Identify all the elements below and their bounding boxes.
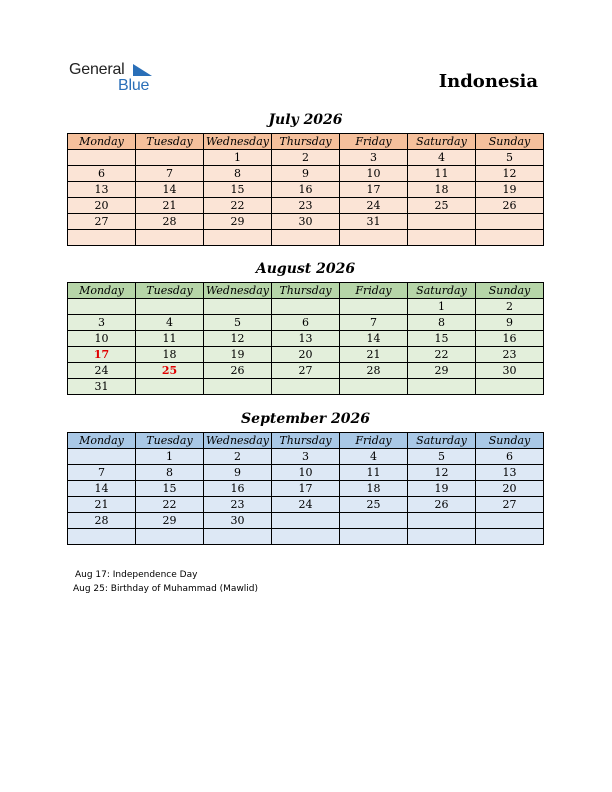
empty-day-cell <box>476 214 544 230</box>
weekday-header: Sunday <box>476 283 544 299</box>
day-cell: 25 <box>408 198 476 214</box>
empty-day-cell <box>68 230 136 246</box>
empty-day-cell <box>68 299 136 315</box>
empty-day-cell <box>136 299 204 315</box>
weekday-header: Saturday <box>408 283 476 299</box>
day-cell: 29 <box>408 363 476 379</box>
day-cell: 22 <box>408 347 476 363</box>
weekday-header: Monday <box>68 433 136 449</box>
empty-day-cell <box>476 529 544 545</box>
empty-day-cell <box>340 513 408 529</box>
day-cell: 5 <box>476 150 544 166</box>
day-cell: 17 <box>272 481 340 497</box>
day-cell: 2 <box>204 449 272 465</box>
empty-day-cell <box>68 150 136 166</box>
empty-day-cell <box>408 214 476 230</box>
empty-day-cell <box>340 529 408 545</box>
day-cell: 2 <box>272 150 340 166</box>
week-row <box>68 331 544 347</box>
empty-day-cell <box>340 379 408 395</box>
day-cell: 20 <box>272 347 340 363</box>
day-cell: 6 <box>476 449 544 465</box>
calendar-july <box>67 133 544 246</box>
weekday-header: Tuesday <box>136 134 204 150</box>
day-cell: 21 <box>340 347 408 363</box>
day-cell: 28 <box>136 214 204 230</box>
week-row <box>68 299 544 315</box>
holiday-notes <box>75 568 258 596</box>
empty-day-cell <box>272 230 340 246</box>
week-row <box>68 529 544 545</box>
day-cell: 21 <box>136 198 204 214</box>
empty-day-cell <box>204 529 272 545</box>
day-cell: 15 <box>204 182 272 198</box>
day-cell: 19 <box>204 347 272 363</box>
day-cell: 29 <box>204 214 272 230</box>
empty-day-cell <box>272 529 340 545</box>
day-cell: 31 <box>340 214 408 230</box>
day-cell: 20 <box>476 481 544 497</box>
weekday-header: Thursday <box>272 283 340 299</box>
week-row <box>68 182 544 198</box>
day-cell: 3 <box>272 449 340 465</box>
empty-day-cell <box>68 529 136 545</box>
empty-day-cell <box>476 379 544 395</box>
week-row <box>68 150 544 166</box>
empty-day-cell <box>136 379 204 395</box>
month-title-august: August 2026 <box>255 261 356 277</box>
weekday-header-row <box>68 283 544 299</box>
day-cell: 26 <box>204 363 272 379</box>
day-cell: 19 <box>408 481 476 497</box>
weekday-header: Monday <box>68 134 136 150</box>
day-cell: 4 <box>408 150 476 166</box>
brand-triangle-icon <box>133 64 153 78</box>
weekday-header: Tuesday <box>136 283 204 299</box>
day-cell: 26 <box>476 198 544 214</box>
day-cell: 18 <box>136 347 204 363</box>
week-row <box>68 497 544 513</box>
weekday-header-row <box>68 433 544 449</box>
day-cell: 5 <box>204 315 272 331</box>
day-cell: 11 <box>408 166 476 182</box>
day-cell: 23 <box>272 198 340 214</box>
day-cell: 10 <box>340 166 408 182</box>
brand-name-general: General <box>69 61 125 78</box>
day-cell: 28 <box>68 513 136 529</box>
weekday-header: Wednesday <box>204 134 272 150</box>
holiday-note: Aug 17: Independence Day <box>75 570 198 580</box>
country-title: Indonesia <box>438 71 538 92</box>
day-cell: 25 <box>340 497 408 513</box>
day-cell: 30 <box>204 513 272 529</box>
day-cell: 24 <box>272 497 340 513</box>
weekday-header: Friday <box>340 283 408 299</box>
empty-day-cell <box>476 230 544 246</box>
day-cell: 15 <box>408 331 476 347</box>
day-cell: 24 <box>68 363 136 379</box>
empty-day-cell <box>136 529 204 545</box>
day-cell: 12 <box>476 166 544 182</box>
week-row <box>68 449 544 465</box>
calendar-august <box>67 282 544 395</box>
day-cell: 4 <box>340 449 408 465</box>
day-cell: 12 <box>408 465 476 481</box>
day-cell: 13 <box>272 331 340 347</box>
day-cell: 9 <box>476 315 544 331</box>
week-row <box>68 315 544 331</box>
day-cell: 5 <box>408 449 476 465</box>
day-cell: 16 <box>476 331 544 347</box>
empty-day-cell <box>408 529 476 545</box>
day-cell: 9 <box>272 166 340 182</box>
brand-name-blue: Blue <box>118 77 150 94</box>
empty-day-cell <box>408 513 476 529</box>
day-cell: 1 <box>408 299 476 315</box>
empty-day-cell <box>340 230 408 246</box>
day-cell: 16 <box>204 481 272 497</box>
week-row <box>68 230 544 246</box>
brand-logo <box>69 61 159 95</box>
weekday-header: Saturday <box>408 134 476 150</box>
day-cell: 13 <box>476 465 544 481</box>
empty-day-cell <box>204 299 272 315</box>
day-cell: 1 <box>204 150 272 166</box>
day-cell: 12 <box>204 331 272 347</box>
empty-day-cell <box>136 230 204 246</box>
day-cell: 1 <box>136 449 204 465</box>
day-cell: 18 <box>408 182 476 198</box>
week-row <box>68 481 544 497</box>
empty-day-cell <box>340 299 408 315</box>
day-cell: 3 <box>340 150 408 166</box>
day-cell: 23 <box>204 497 272 513</box>
day-cell: 28 <box>340 363 408 379</box>
day-cell: 14 <box>136 182 204 198</box>
week-row <box>68 198 544 214</box>
week-row <box>68 363 544 379</box>
day-cell: 22 <box>204 198 272 214</box>
day-cell: 6 <box>272 315 340 331</box>
day-cell: 13 <box>68 182 136 198</box>
day-cell: 31 <box>68 379 136 395</box>
day-cell: 15 <box>136 481 204 497</box>
day-cell: 7 <box>136 166 204 182</box>
day-cell: 8 <box>408 315 476 331</box>
day-cell: 7 <box>340 315 408 331</box>
day-cell: 27 <box>272 363 340 379</box>
day-cell: 22 <box>136 497 204 513</box>
day-cell: 16 <box>272 182 340 198</box>
empty-day-cell <box>68 449 136 465</box>
empty-day-cell <box>476 513 544 529</box>
weekday-header: Sunday <box>476 134 544 150</box>
day-cell: 19 <box>476 182 544 198</box>
weekday-header: Saturday <box>408 433 476 449</box>
day-cell: 4 <box>136 315 204 331</box>
week-row <box>68 347 544 363</box>
week-row <box>68 513 544 529</box>
day-cell: 17 <box>340 182 408 198</box>
empty-day-cell <box>272 299 340 315</box>
day-cell: 7 <box>68 465 136 481</box>
day-cell: 11 <box>136 331 204 347</box>
day-cell: 30 <box>272 214 340 230</box>
month-title-july: July 2026 <box>268 112 343 128</box>
day-cell: 11 <box>340 465 408 481</box>
weekday-header: Wednesday <box>204 433 272 449</box>
month-title-september: September 2026 <box>241 411 370 427</box>
day-cell: 18 <box>340 481 408 497</box>
empty-day-cell <box>408 230 476 246</box>
empty-day-cell <box>272 513 340 529</box>
empty-day-cell <box>272 379 340 395</box>
empty-day-cell <box>136 150 204 166</box>
weekday-header: Monday <box>68 283 136 299</box>
empty-day-cell <box>204 230 272 246</box>
weekday-header: Wednesday <box>204 283 272 299</box>
weekday-header: Thursday <box>272 433 340 449</box>
weekday-header: Thursday <box>272 134 340 150</box>
holiday-day-cell: 25 <box>136 363 204 379</box>
day-cell: 27 <box>476 497 544 513</box>
week-row <box>68 465 544 481</box>
day-cell: 10 <box>68 331 136 347</box>
day-cell: 14 <box>68 481 136 497</box>
holiday-day-cell: 17 <box>68 347 136 363</box>
day-cell: 8 <box>204 166 272 182</box>
day-cell: 21 <box>68 497 136 513</box>
day-cell: 3 <box>68 315 136 331</box>
weekday-header: Friday <box>340 433 408 449</box>
weekday-header: Tuesday <box>136 433 204 449</box>
week-row <box>68 214 544 230</box>
day-cell: 9 <box>204 465 272 481</box>
holiday-note: Aug 25: Birthday of Muhammad (Mawlid) <box>73 584 259 594</box>
weekday-header: Friday <box>340 134 408 150</box>
day-cell: 20 <box>68 198 136 214</box>
day-cell: 23 <box>476 347 544 363</box>
weekday-header: Sunday <box>476 433 544 449</box>
day-cell: 26 <box>408 497 476 513</box>
calendar-september <box>67 432 544 545</box>
day-cell: 2 <box>476 299 544 315</box>
day-cell: 10 <box>272 465 340 481</box>
day-cell: 24 <box>340 198 408 214</box>
day-cell: 8 <box>136 465 204 481</box>
empty-day-cell <box>408 379 476 395</box>
week-row <box>68 166 544 182</box>
day-cell: 30 <box>476 363 544 379</box>
week-row <box>68 379 544 395</box>
day-cell: 27 <box>68 214 136 230</box>
day-cell: 29 <box>136 513 204 529</box>
empty-day-cell <box>204 379 272 395</box>
day-cell: 14 <box>340 331 408 347</box>
day-cell: 6 <box>68 166 136 182</box>
weekday-header-row <box>68 134 544 150</box>
